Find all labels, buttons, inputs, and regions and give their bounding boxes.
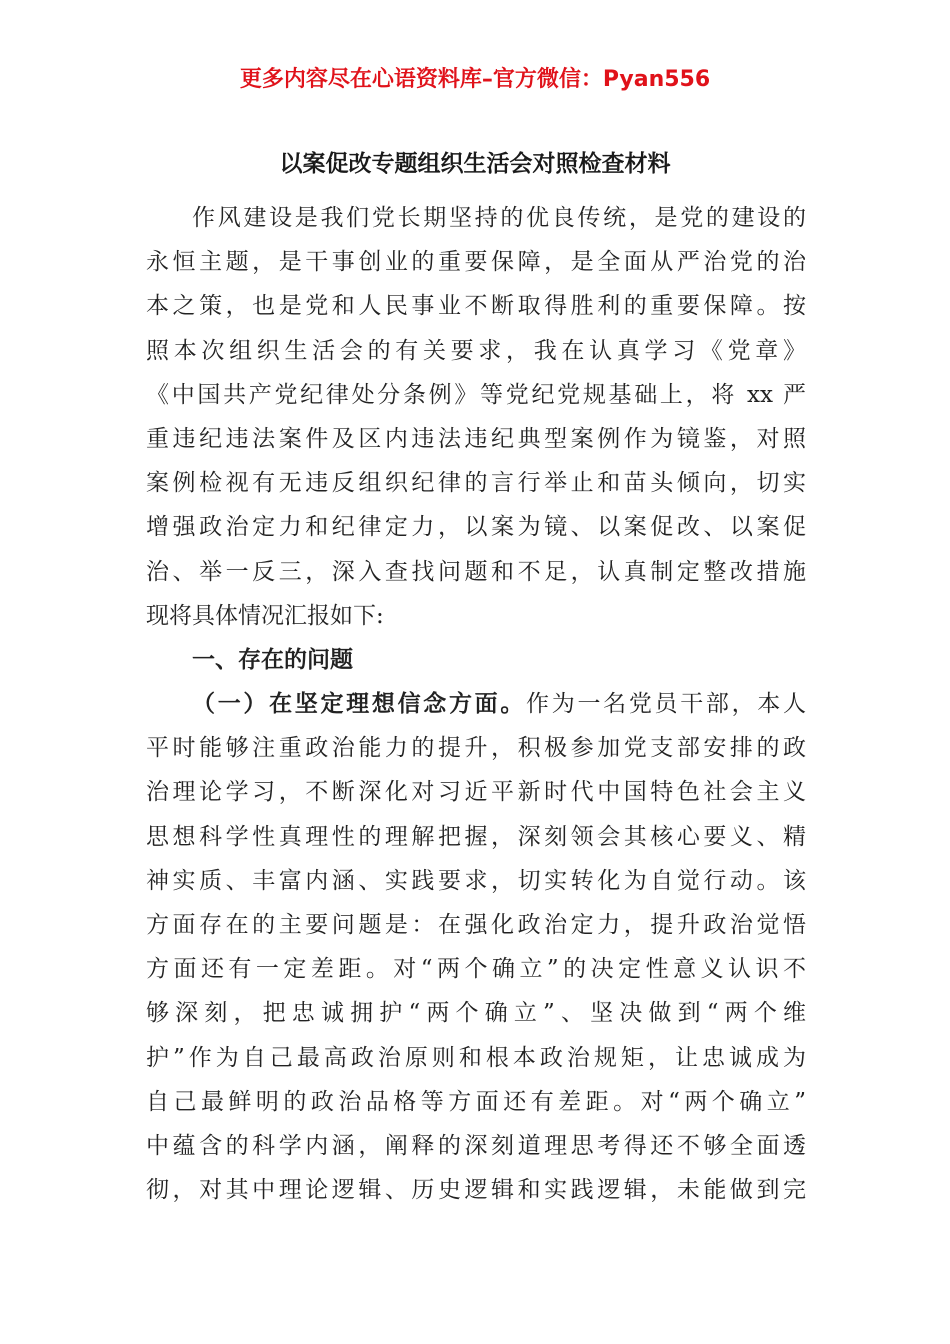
subsection-heading: （一）在坚定理想信念方面。 xyxy=(192,690,527,718)
watermark-banner: 更多内容尽在心语资料库–官方微信：Pyan556 xyxy=(239,67,711,92)
paragraph-line: 永恒主题，是干事创业的重要保障，是全面从严治党的治 xyxy=(146,249,806,276)
paragraph-line: 作风建设是我们党长期坚持的优良传统，是党的建设的 xyxy=(192,205,806,231)
paragraph-line: 增强政治定力和纪律定力，以案为镜、以案促改、以案促 xyxy=(146,514,806,541)
paragraph-line: 案例检视有无违反组织纪律的言行举止和苗头倾向，切实 xyxy=(146,470,806,497)
section-heading: 一、存在的问题 xyxy=(192,645,353,673)
paragraph-line: 现将具体情况汇报如下: xyxy=(146,602,384,629)
paragraph-line: 彻，对其中理论逻辑、历史逻辑和实践逻辑，未能做到完 xyxy=(146,1177,806,1204)
paragraph-line: 治、举一反三，深入查找问题和不足，认真制定整改措施 xyxy=(146,558,806,585)
paragraph-line: 护”作为自己最高政治原则和根本政治规矩，让忠诚成为 xyxy=(146,1044,806,1071)
paragraph-line: 治理论学习，不断深化对习近平新时代中国特色社会主义 xyxy=(146,779,806,806)
paragraph-line: 思想科学性真理性的理解把握，深刻领会其核心要义、精 xyxy=(146,823,806,850)
paragraph-line: 本之策，也是党和人民事业不断取得胜利的重要保障。按 xyxy=(146,293,806,320)
subsection-first-line-text: 作为一名党员干部，本人 xyxy=(526,691,806,718)
paragraph-line: 《中国共产党纪律处分条例》等党纪党规基础上，将 xx 严 xyxy=(146,381,806,408)
paragraph-line: 自己最鲜明的政治品格等方面还有差距。对“两个确立” xyxy=(146,1088,806,1115)
paragraph-line: 方面存在的主要问题是：在强化政治定力，提升政治觉悟 xyxy=(146,912,806,938)
paragraph-line: 照本次组织生活会的有关要求，我在认真学习《党章》 xyxy=(146,337,806,364)
paragraph-line: 方面还有一定差距。对“两个确立”的决定性意义认识不 xyxy=(146,956,806,983)
paragraph-line: 中蕴含的科学内涵，阐释的深刻道理思考得还不够全面透 xyxy=(146,1132,806,1159)
paragraph-line: 重违纪违法案件及区内违法违纪典型案例作为镜鉴，对照 xyxy=(146,425,806,452)
paragraph-line: 够深刻，把忠诚拥护“两个确立”、坚决做到“两个维 xyxy=(146,1000,806,1027)
subsection-first-line xyxy=(146,682,806,726)
document-body xyxy=(146,196,806,1212)
paragraph-line: 平时能够注重政治能力的提升，积极参加党支部安排的政 xyxy=(146,735,806,762)
paragraph-line: 神实质、丰富内涵、实践要求，切实转化为自觉行动。该 xyxy=(146,867,806,894)
document-title: 以案促改专题组织生活会对照检查材料 xyxy=(279,150,671,177)
